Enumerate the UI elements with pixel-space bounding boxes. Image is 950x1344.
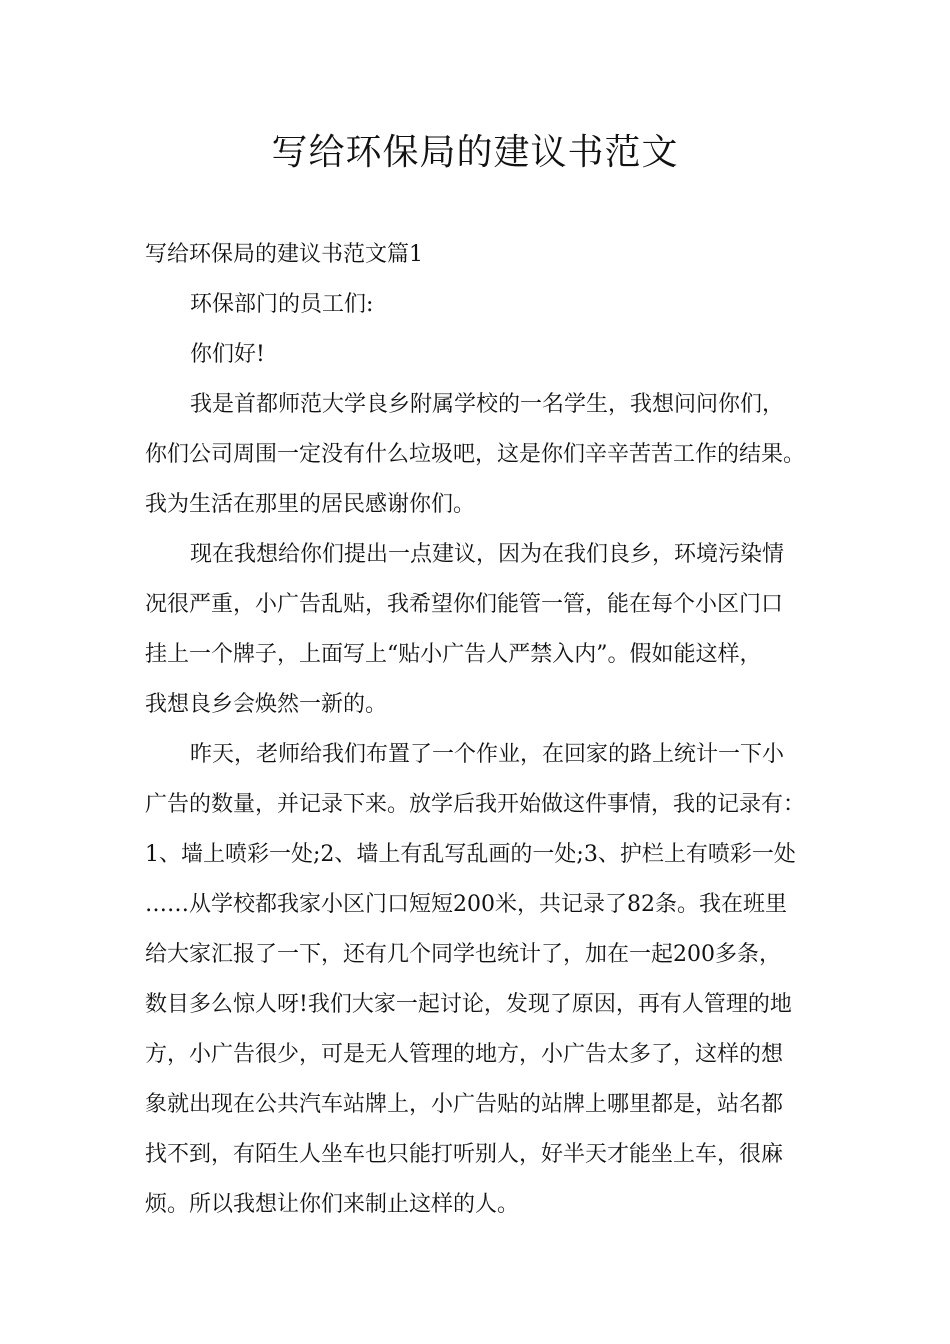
- document-body: [145, 230, 815, 1230]
- paragraph-observation: [145, 730, 815, 1230]
- paragraph-salutation: [145, 280, 815, 330]
- text-line: 我是首都师范大学良乡附属学校的一名学生，我想问问你们，: [190, 392, 785, 417]
- text-line: 我想良乡会焕然一新的。: [145, 692, 388, 717]
- document-title: 写给环保局的建议书范文: [271, 132, 679, 173]
- text-line: 1、墙上喷彩一处;2、墙上有乱写乱画的一处;3、护栏上有喷彩一处: [145, 842, 796, 867]
- text-line: 昨天，老师给我们布置了一个作业，在回家的路上统计一下小: [190, 742, 785, 767]
- text-line: 挂上一个牌子，上面写上“贴小广告人严禁入内”。假如能这样，: [145, 642, 762, 667]
- text-line: 找不到，有陌生人坐车也只能打听别人，好半天才能坐上车，很麻: [145, 1142, 784, 1167]
- text-line: 你们公司周围一定没有什么垃圾吧，这是你们辛辛苦苦工作的结果。: [145, 442, 806, 467]
- paragraph-introduction: [145, 380, 815, 530]
- text-line: 广告的数量，并记录下来。放学后我开始做这件事情，我的记录有：: [145, 792, 806, 817]
- text-line: 给大家汇报了一下，还有几个同学也统计了，加在一起200多条，: [145, 942, 781, 967]
- text-line: 我为生活在那里的居民感谢你们。: [145, 492, 476, 517]
- text-line: 象就出现在公共汽车站牌上，小广告贴的站牌上哪里都是，站名都: [145, 1092, 784, 1117]
- text-line: 环保部门的员工们:: [190, 292, 374, 317]
- text-line: 现在我想给你们提出一点建议，因为在我们良乡，环境污染情: [190, 542, 785, 567]
- text-line: 方，小广告很少，可是无人管理的地方，小广告太多了，这样的想: [145, 1042, 784, 1067]
- section-heading: 写给环保局的建议书范文篇1: [145, 242, 423, 267]
- text-line: 你们好!: [190, 342, 265, 367]
- text-line: ……从学校都我家小区门口短短200米，共记录了82条。我在班里: [145, 892, 787, 917]
- text-line: 况很严重，小广告乱贴，我希望你们能管一管，能在每个小区门口: [145, 592, 784, 617]
- paragraph-suggestion: [145, 530, 815, 730]
- text-line: 烦。所以我想让你们来制止这样的人。: [145, 1192, 520, 1217]
- text-line: 数目多么惊人呀!我们大家一起讨论，发现了原因，再有人管理的地: [145, 992, 792, 1017]
- paragraph-greeting: [145, 330, 815, 380]
